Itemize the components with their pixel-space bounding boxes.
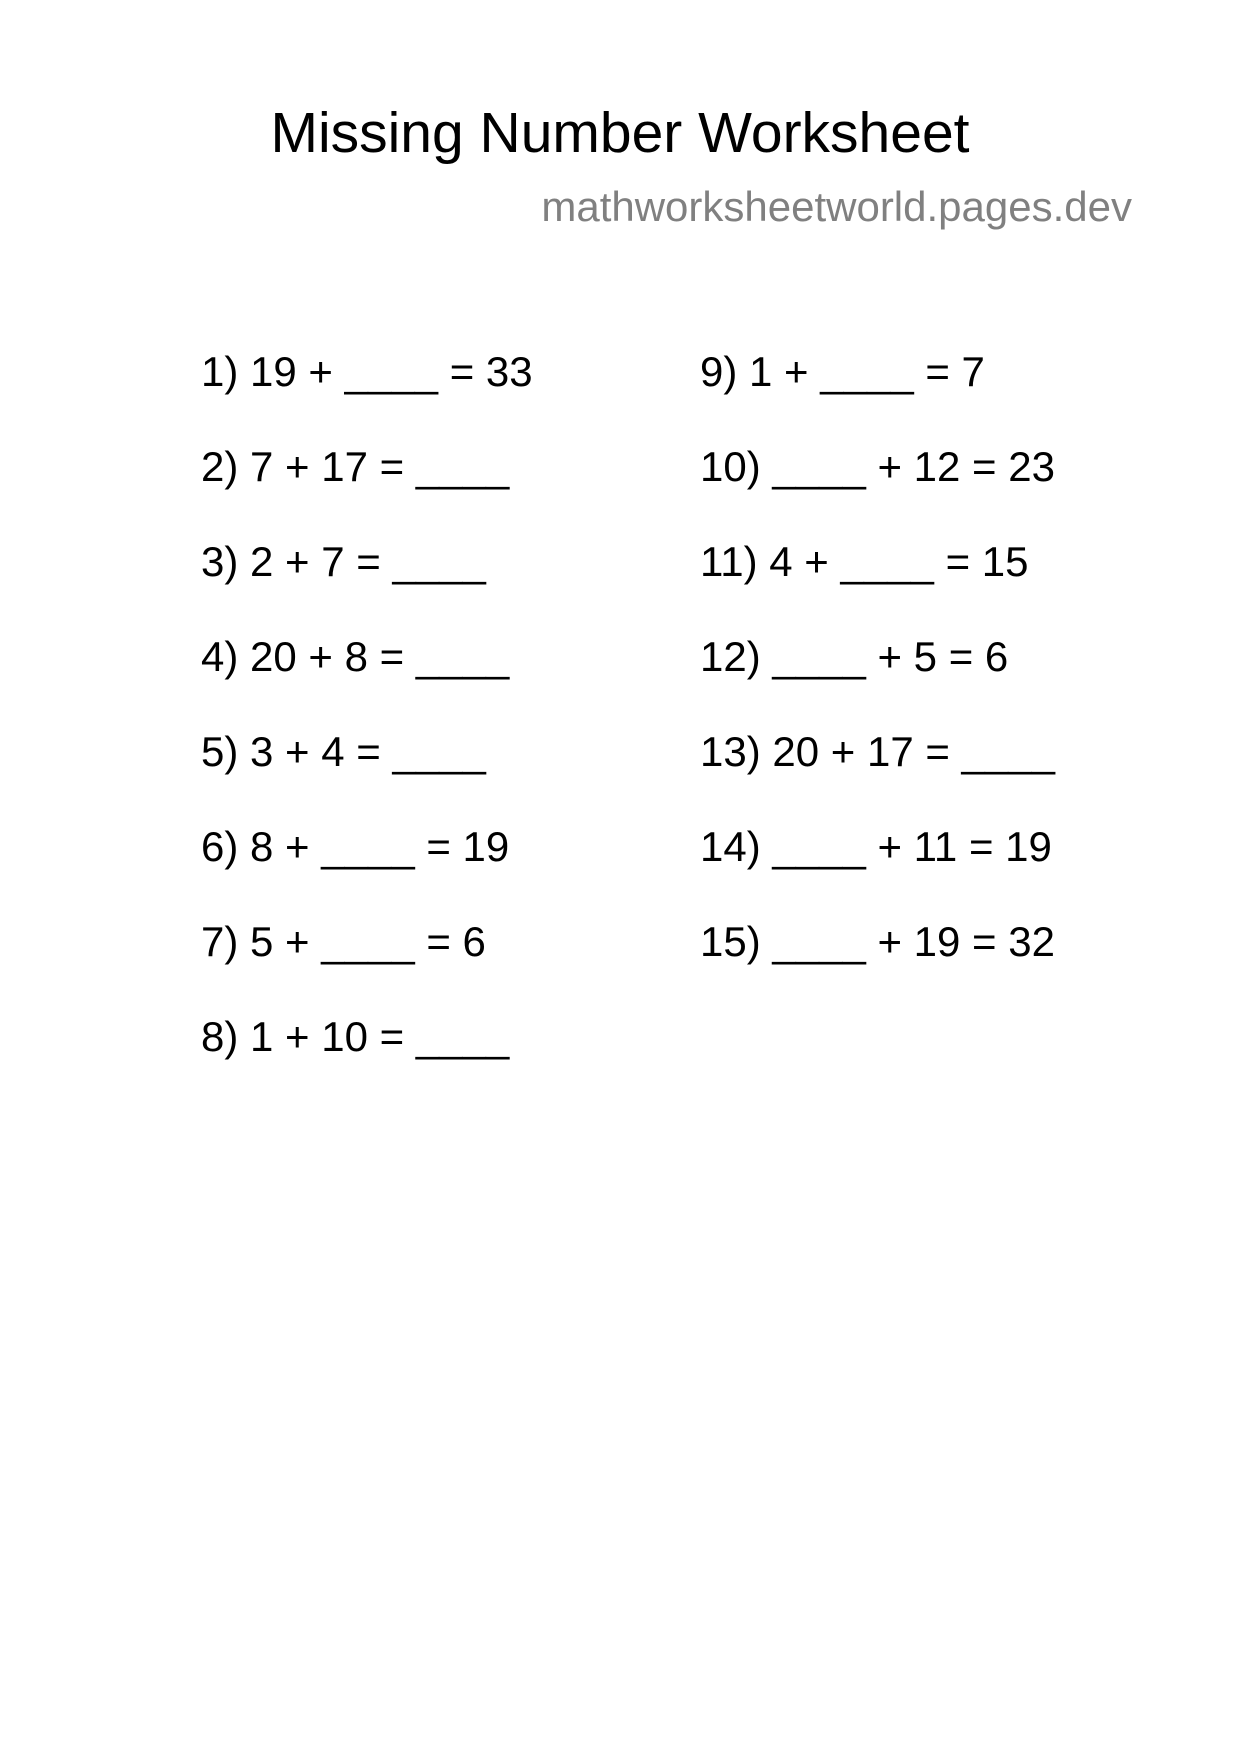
problem-item: 9) 1 + ____ = 7 [700, 348, 985, 395]
problem-item: 13) 20 + 17 = ____ [700, 728, 1055, 775]
problem-item: 11) 4 + ____ = 15 [700, 538, 1029, 585]
worksheet-title: Missing Number Worksheet [270, 101, 970, 165]
problem-item: 14) ____ + 11 = 19 [700, 823, 1052, 870]
problem-item: 5) 3 + 4 = ____ [201, 728, 486, 775]
problem-item: 2) 7 + 17 = ____ [201, 443, 510, 490]
problem-item: 3) 2 + 7 = ____ [201, 538, 486, 585]
problem-item: 8) 1 + 10 = ____ [201, 1013, 510, 1060]
problem-item: 12) ____ + 5 = 6 [700, 633, 1009, 680]
website-url: mathworksheetworld.pages.dev [541, 183, 1132, 230]
problem-item: 6) 8 + ____ = 19 [201, 823, 510, 870]
problem-item: 7) 5 + ____ = 6 [201, 918, 486, 965]
problem-item: 15) ____ + 19 = 32 [700, 918, 1055, 965]
problem-column-right [700, 348, 1055, 1013]
problem-item: 1) 19 + ____ = 33 [201, 348, 533, 395]
problem-column-left [201, 348, 533, 1108]
problem-item: 4) 20 + 8 = ____ [201, 633, 510, 680]
problem-item: 10) ____ + 12 = 23 [700, 443, 1055, 490]
